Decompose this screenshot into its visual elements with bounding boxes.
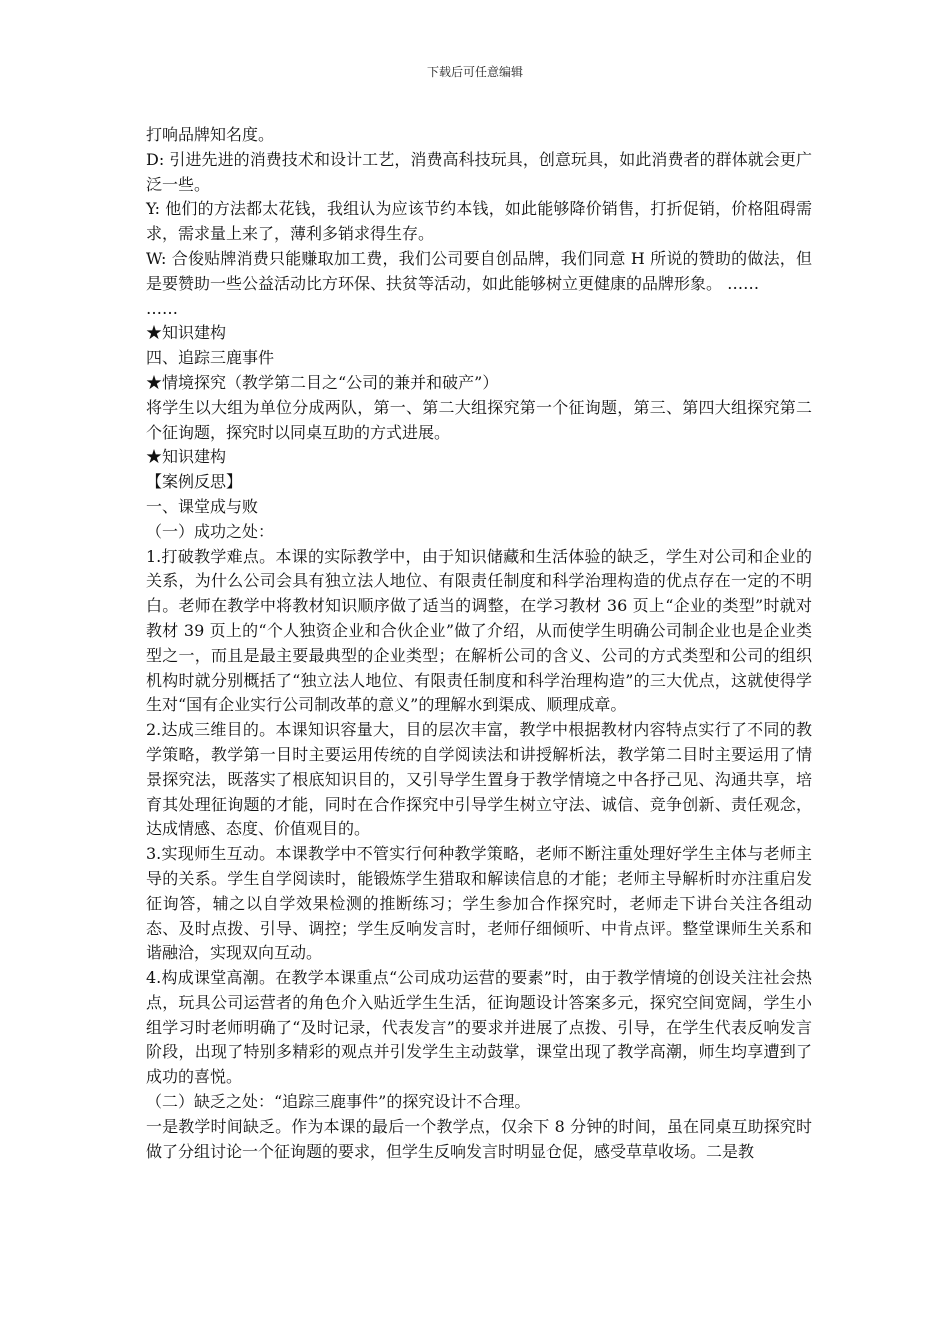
section-heading: ★情境探究（教学第二目之“公司的兼并和破产”） (146, 372, 499, 392)
section-heading: 一、课堂成与败 (146, 496, 259, 516)
paragraph: 一是教学时间缺乏。作为本课的最后一个教学点，仅余下 8 分钟的时间，虽在同桌互助探究时做了分组讨论一个征询题的要求，但学生反响发言时明显仓促，感受草草收场。二是教 (146, 1116, 812, 1161)
paragraph: 1.打破教学难点。本课的实际教学中，由于知识储藏和生活体验的缺乏，学生对公司和企业的关系，为什么公司会具有独立法人地位、有限责任制度和科学治理构造的优点存在一定的不明白。老师在教学中将教材知识顺序做了适当的调整，在学习教材 36 页上“企业的类型”时就对教材 39 页上的“个人独资企业和合伙企业”做了介绍，从而使学生明确公司制企业也是企业类型之一，而且是最主要最典型的企业类型；在解析公司的含义、公司的方式类型和公司的组织机构时就分别概括了“独立法人地位、有限责任制度和科学治理构造”的三大优点，这就使得学生对“国有企业实行公司制改革的意义”的理解水到渠成、顺理成章。 (146, 546, 812, 715)
section-heading: （二）缺乏之处：“追踪三鹿事件”的探究设计不合理。 (146, 1092, 531, 1112)
document-body (146, 123, 812, 1164)
paragraph: 3.实现师生互动。本课教学中不管实行何种教学策略，老师不断注重处理好学生主体与老师主导的关系。学生自学阅读时，能锻炼学生猎取和解读信息的才能；老师主导解析时亦注重启发征询答，辅之以自学效果检测的推断练习；学生参加合作探究时，老师走下讲台关注各组动态、及时点拨、引导、调控；学生反响发言时，老师仔细倾听、中肯点评。整堂课师生关系和谐融洽，实现双向互动。 (146, 844, 812, 963)
paragraph: D: 引进先进的消费技术和设计工艺，消费高科技玩具，创意玩具，如此消费者的群体就会更广泛一些。 (146, 149, 812, 194)
paragraph: 2.达成三维目的。本课知识容量大，目的层次丰富，教学中根据教材内容特点实行了不同的教学策略，教学第一目时主要运用传统的自学阅读法和讲授解析法，教学第二目时主要运用了情景探究法，既落实了根底知识目的，又引导学生置身于教学情境之中各抒己见、沟通共享，培育其处理征询题的才能，同时在合作探究中引导学生树立守法、诚信、竞争创新、责任观念，达成情感、态度、价值观目的。 (146, 720, 812, 839)
paragraph: W: 合俊贴牌消费只能赚取加工费，我们公司要自创品牌，我们同意 H 所说的赞助的做法，但是要赞助一些公益活动比方环保、扶贫等活动，如此能够树立更健康的品牌形象。 …… (146, 248, 812, 293)
paragraph: …… (146, 298, 178, 318)
section-heading: （一）成功之处： (146, 521, 275, 541)
paragraph: 打响品牌知名度。 (146, 125, 275, 144)
page-header: 下载后可任意编辑 (426, 65, 523, 79)
section-heading: 【案例反思】 (146, 472, 243, 492)
paragraph: 将学生以大组为单位分成两队，第一、第二大组探究第一个征询题，第三、第四大组探究第二个征询题，探究时以同桌互助的方式进展。 (146, 397, 812, 442)
section-heading: ★知识建构 (146, 323, 227, 343)
paragraph: Y: 他们的方法都太花钱，我组认为应该节约本钱，如此能够降价销售，打折促销，价格阻碍需求，需求量上来了，薄利多销求得生存。 (146, 199, 812, 244)
section-heading: 四、追踪三鹿事件 (146, 348, 275, 368)
section-heading: ★知识建构 (146, 447, 227, 467)
paragraph: 4.构成课堂高潮。在教学本课重点“公司成功运营的要素”时，由于教学情境的创设关注社会热点，玩具公司运营者的角色介入贴近学生生活，征询题设计答案多元，探究空间宽阔，学生小组学习时老师明确了“及时记录，代表发言”的要求并进展了点拨、引导，在学生代表反响发言阶段，出现了特别多精彩的观点并引发学生主动鼓掌，课堂出现了教学高潮，师生均享遭到了成功的喜悦。 (146, 968, 812, 1087)
